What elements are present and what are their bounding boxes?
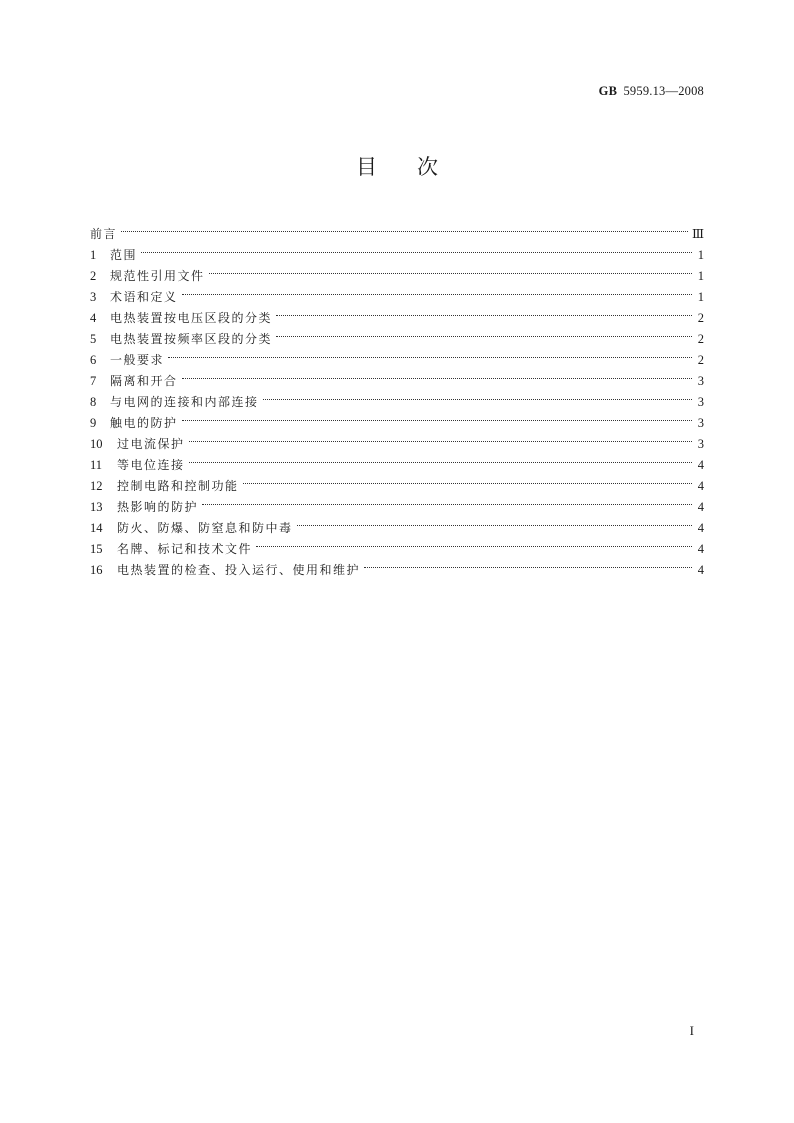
toc-entry[interactable] [90,238,704,262]
toc-entry-number: 15 [90,542,103,556]
standard-prefix: GB [598,84,618,98]
toc-entry-title: 电热装置的检查、投入运行、使用和维护 [117,563,361,577]
toc-entry[interactable] [90,301,704,325]
toc-dot-leader [364,553,692,574]
toc-dot-leader [202,490,692,511]
toc-entry-title: 规范性引用文件 [110,269,205,283]
toc-entry-page: 3 [697,395,704,409]
toc-entry-page: Ⅲ [691,227,704,241]
toc-entry-title: 一般要求 [110,353,165,367]
toc-entry-title: 过电流保护 [117,437,185,451]
toc-entry-page: 3 [697,437,704,451]
toc-dot-leader [182,364,692,385]
toc-entry-page: 1 [697,269,704,283]
toc-entry[interactable] [90,280,704,304]
toc-entry-title: 等电位连接 [117,458,185,472]
toc-entry-number: 9 [90,416,97,430]
toc-entry-title: 防火、防爆、防窒息和防中毒 [117,521,293,535]
toc-dot-leader [256,532,692,553]
table-of-contents [90,217,704,577]
toc-entry-title: 热影响的防护 [117,500,199,514]
toc-entry-page: 4 [697,479,704,493]
toc-dot-leader [243,469,692,490]
toc-entry-title: 隔离和开合 [110,374,178,388]
toc-entry-number: 7 [90,374,97,388]
toc-entry-page: 4 [697,458,704,472]
toc-entry-page: 1 [697,290,704,304]
page-title: 目次 [356,155,478,179]
toc-dot-leader [182,406,692,427]
toc-entry-number: 4 [90,311,97,325]
toc-entry-number: 2 [90,269,97,283]
toc-entry[interactable] [90,427,704,451]
toc-dot-leader [121,217,688,238]
toc-entry[interactable] [90,217,704,241]
toc-entry-number: 13 [90,500,103,514]
toc-entry-title: 控制电路和控制功能 [117,479,239,493]
toc-dot-leader [182,280,692,301]
toc-entry-page: 4 [697,500,704,514]
page-number: I [689,1023,694,1038]
standard-number [599,84,704,99]
toc-entry-page: 1 [697,248,704,262]
toc-entry[interactable] [90,385,704,409]
toc-dot-leader [276,301,692,322]
toc-dot-leader [276,322,692,343]
toc-entry-page: 4 [697,521,704,535]
toc-entry-page: 4 [697,542,704,556]
toc-entry-page: 2 [697,353,704,367]
toc-entry-title: 与电网的连接和内部连接 [110,395,259,409]
toc-entry-number: 11 [90,458,103,472]
toc-entry-title: 术语和定义 [110,290,178,304]
toc-entry-page: 2 [697,311,704,325]
toc-dot-leader [189,448,692,469]
toc-entry-title: 名牌、标记和技术文件 [117,542,253,556]
standard-code: 5959.13—2008 [623,84,704,98]
toc-entry-title: 范围 [110,248,138,262]
toc-dot-leader [263,385,692,406]
toc-entry-title: 电热装置按频率区段的分类 [110,332,273,346]
toc-entry[interactable] [90,259,704,283]
toc-dot-leader [141,238,692,259]
toc-entry-page: 2 [697,332,704,346]
toc-entry-page: 3 [697,416,704,430]
toc-dot-leader [168,343,692,364]
toc-dot-leader [189,427,692,448]
toc-entry-title: 电热装置按电压区段的分类 [110,311,273,325]
toc-dot-leader [209,259,692,280]
toc-entry-number: 14 [90,521,103,535]
toc-entry-number: 5 [90,332,97,346]
toc-entry-number: 12 [90,479,103,493]
toc-entry-number: 8 [90,395,97,409]
toc-entry-title: 前言 [90,227,118,241]
toc-entry[interactable] [90,343,704,367]
toc-entry-title: 触电的防护 [110,416,178,430]
toc-entry[interactable] [90,364,704,388]
toc-entry-number: 3 [90,290,97,304]
toc-entry-page: 3 [697,374,704,388]
toc-dot-leader [297,511,692,532]
toc-entry-number: 16 [90,563,103,577]
toc-entry-number: 10 [90,437,103,451]
toc-entry-number: 6 [90,353,97,367]
toc-entry-number: 1 [90,248,97,262]
toc-entry[interactable] [90,406,704,430]
toc-entry-page: 4 [697,563,704,577]
